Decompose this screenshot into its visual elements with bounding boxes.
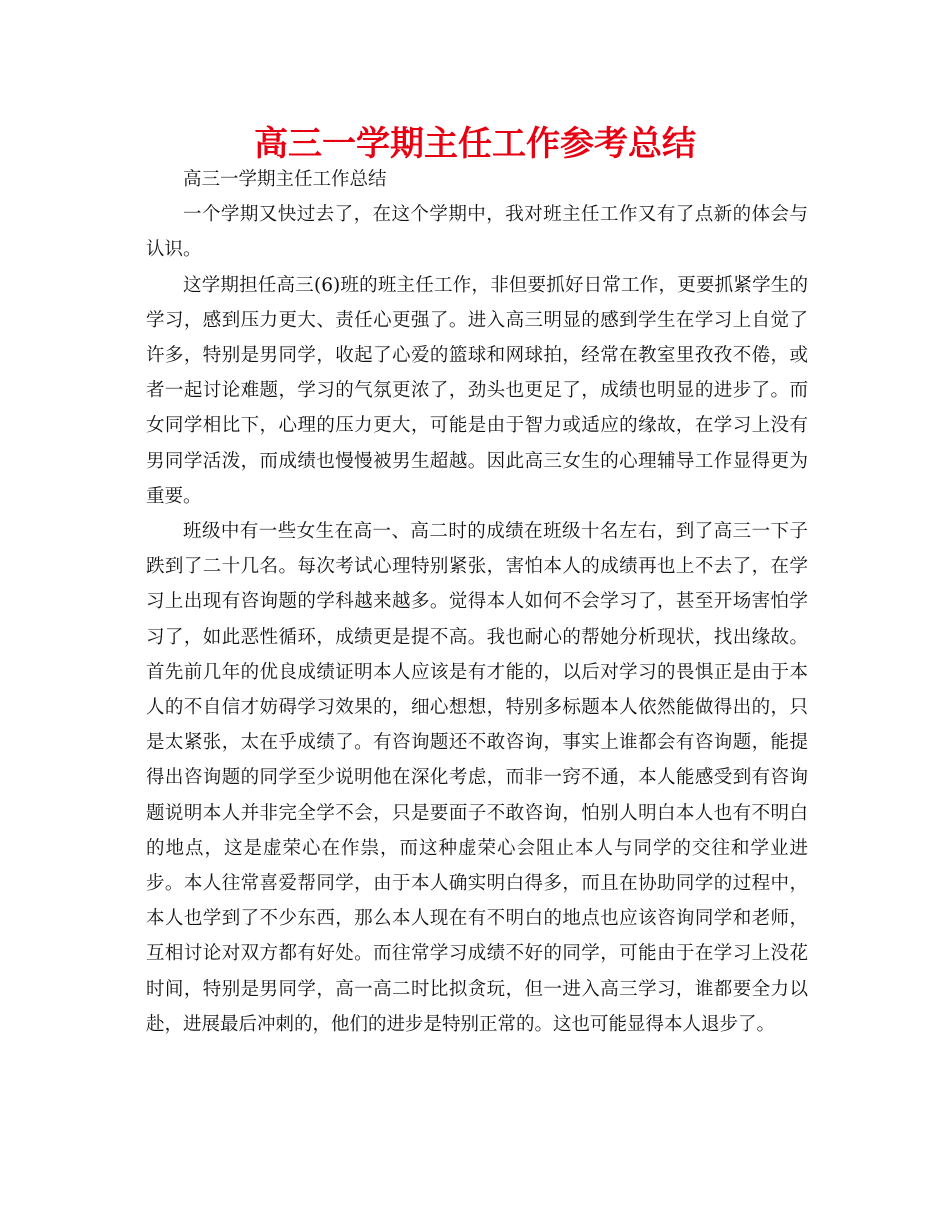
- body-paragraph-2: 班级中有一些女生在高一、高二时的成绩在班级十名左右，到了高三一下子跌到了二十几名。每次考试心理特别紧张，害怕本人的成绩再也上不去了，在学习上出现有咨询题的学科越来越多。觉得本人如何不会学习了，甚至开场害怕学习了，如此恶性循环，成绩更是提不高。我也耐心的帮她分析现状，找出缘故。首先前几年的优良成绩证明本人应该是有才能的，以后对学习的畏惧正是由于本人的不自信才妨碍学习效果的，细心想想，特别多标题本人依然能做得出的，只是太紧张，太在乎成绩了。有咨询题还不敢咨询，事实上谁都会有咨询题，能提得出咨询题的同学至少说明他在深化考虑，而非一窍不通，本人能感受到有咨询题说明本人并非完全学不会，只是要面子不敢咨询，怕别人明白本人也有不明白的地点，这是虚荣心在作祟，而这种虚荣心会阻止本人与同学的交往和学业进步。本人往常喜爱帮同学，由于本人确实明白得多，而且在协助同学的过程中，本人也学到了不少东西，那么本人现在有不明白的地点也应该咨询同学和老师，互相讨论对双方都有好处。而往常学习成绩不好的同学，可能由于在学习上没花时间，特别是男同学，高一高二时比拟贪玩，但一进入高三学习，谁都要全力以赴，进展最后冲刺的，他们的进步是特别正常的。这也可能显得本人退步了。: [146, 521, 808, 1035]
- subtitle-paragraph: 高三一学期主任工作总结: [183, 169, 387, 190]
- document-title: 高三一学期主任工作参考总结: [254, 124, 696, 164]
- intro-paragraph: 一个学期又快过去了，在这个学期中，我对班主任工作又有了点新的体会与认识。: [146, 204, 808, 261]
- body-paragraph-1: 这学期担任高三(6)班的班主任工作，非但要抓好日常工作，更要抓紧学生的学习，感到压力更大、责任心更强了。进入高三明显的感到学生在学习上自觉了许多，特别是男同学，收起了心爱的篮球和网球拍，经常在教室里孜孜不倦，或者一起讨论难题，学习的气氛更浓了，劲头也更足了，成绩也明显的进步了。而女同学相比下，心理的压力更大，可能是由于智力或适应的缘故，在学习上没有男同学活泼，而成绩也慢慢被男生超越。因此高三女生的心理辅导工作显得更为重要。: [146, 274, 808, 507]
- document-body: [146, 162, 808, 1042]
